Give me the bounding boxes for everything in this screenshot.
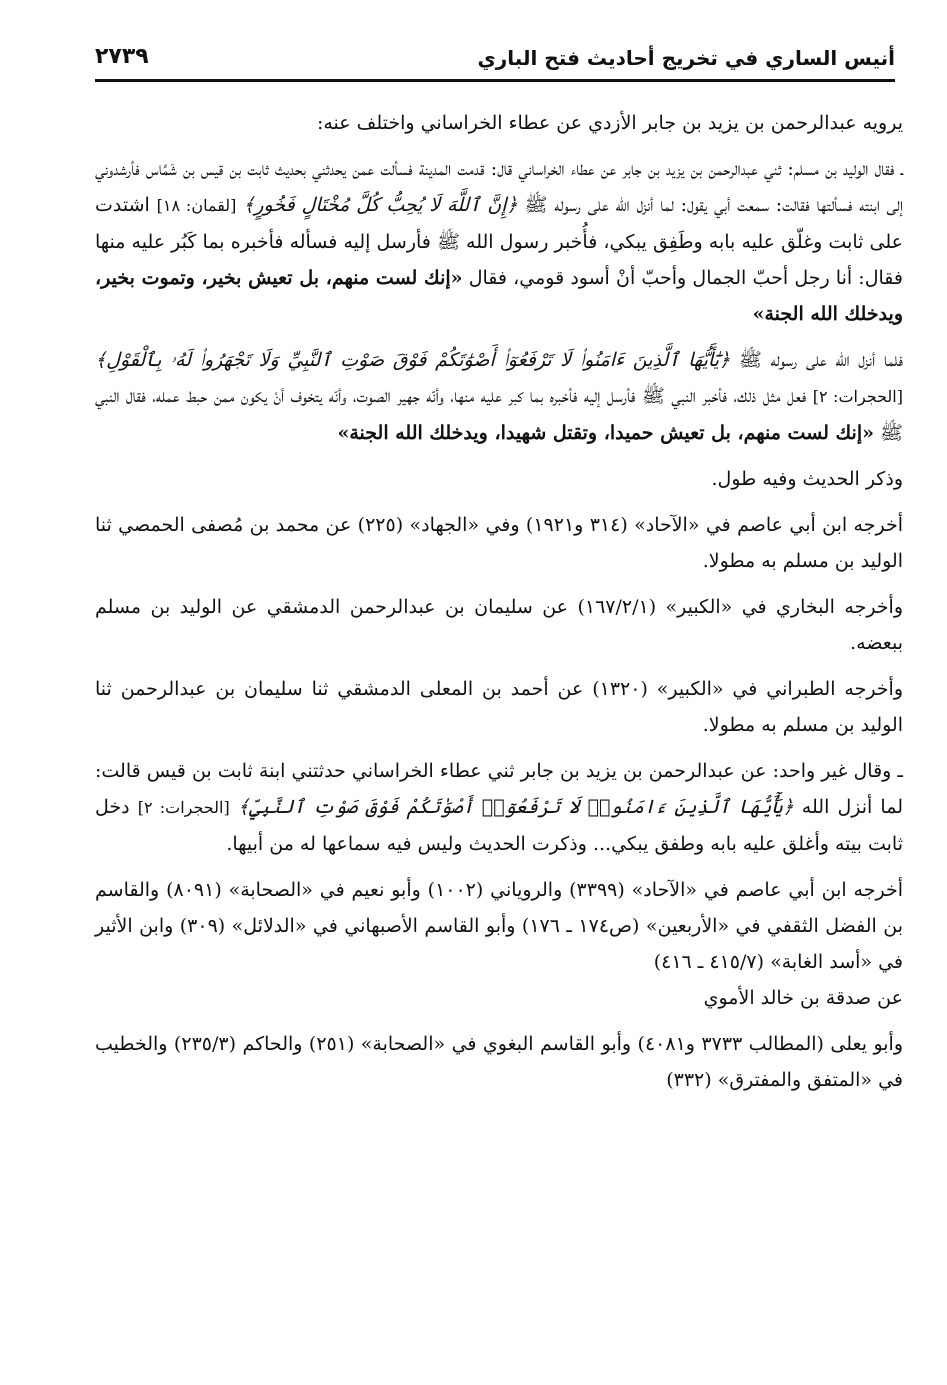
paragraph-takhrij-1 <box>95 507 903 579</box>
book-title: أنيس الساري في تخريج أحاديث فتح الباري <box>477 46 895 70</box>
paragraph-hujurat <box>95 342 903 451</box>
text: أخرجه ابن أبي عاصم في «الآحاد» (٣١٤ و١٩٢١) وفي «الجهاد» (٢٢٥) عن محمد بن مُصفى الحمصي ثنا الوليد بن مسلم به مطولا. <box>95 514 903 572</box>
verse-reference: [الحجرات: ٢] <box>137 798 230 817</box>
paragraph-walid-narration <box>95 151 903 332</box>
text: ـ وقال غير واحد: عن عبدالرحمن بن يزيد بن جابر ثني عطاء الخراساني حدثتني ابنة ثابت بن قيس قالت: لما أنزل الله <box>95 760 903 818</box>
text: أخرجه ابن أبي عاصم في «الآحاد» (٣٣٩٩) والروياني (١٠٠٢) وأبو نعيم في «الصحابة» (٨٠٩١) والقاسم بن الفضل الثقفي في «الأربعين» (ص١٧٤ ـ ١٧٦) وأبو القاسم الأصبهاني في «الدلائل» (٣٠٩) وابن الأثير في «أسد الغابة» (٤١٥/٧ ـ ٤١٦) <box>95 879 903 973</box>
page-body <box>95 105 903 1098</box>
text: عن صدقة بن خالد الأموي <box>703 987 903 1009</box>
paragraph-other-narration <box>95 753 903 862</box>
paragraph-intro <box>95 105 903 141</box>
text: ـ فقال الوليد بن مسلم: ثني عبدالرحمن بن يزيد بن جابر عن عطاء الخراساني قال: قدمت المدينة فسألت عمن يحدثني بحديث ثابت بن قيس بن شَمَّاس فأرشدوني إلى ابنته فسألتها فقالت: سمعت أبي يقول: لما أنزل الله على رسوله ﷺ <box>95 158 904 216</box>
text: وأبو يعلى (المطالب ٣٧٣٣ و٤٠٨١) وأبو القاسم البغوي في «الصحابة» (٢٥١) والحاكم (٢٣٥/٣) والخطيب في «المتفق والمفترق» (٣٣٢) <box>95 1033 904 1091</box>
verse-reference: [لقمان: ١٨] <box>156 196 237 215</box>
paragraph-takhrij-4 <box>95 872 903 980</box>
text: فعل مثل ذلك، فأخبر النبي ﷺ فأرسل إليه فأخبره بما كبر عليه منها، وأنّه جهير الصوت، وأنّه يتخوف أنْ يكون ممن حبط عمله، فقال النبي ﷺ <box>95 385 903 444</box>
text: وذكر الحديث وفيه طول. <box>711 468 903 490</box>
header-divider <box>95 79 895 82</box>
paragraph-long-note <box>95 461 903 497</box>
quran-verse: ﴿إِنَّ ٱللَّهَ لَا يُحِبُّ كُلَّ مُخْتَالٍ فَخُورٍ﴾ <box>243 194 518 216</box>
hadith-quote: «إنك لست منهم، بل تعيش حميدا، وتقتل شهيدا، ويدخلك الله الجنة» <box>337 422 874 444</box>
verse-reference: [الحجرات: ٢] <box>812 387 903 406</box>
page-header <box>95 40 895 82</box>
text: فلما أنزل الله على رسوله ﷺ <box>738 349 903 371</box>
hadith-quote: «إنك لست منهم، بل تعيش بخير، وتموت بخير، ويدخلك الله الجنة» <box>95 267 903 325</box>
quran-verse: ﴿يَٰٓأَيُّهَا ٱلَّذِينَ ءَامَنُوا۟ لَا تَرْفَعُوٓا۟ أَصْوَٰتَكُمْ فَوْقَ صَوْتِ ٱلنَّبِيِّ وَلَا تَجْهَرُوا۟ لَهُۥ بِٱلْقَوْلِ﴾ <box>95 349 731 371</box>
text: دخل ثابت بيته وأغلق عليه بابه وطفق يبكي... وذكرت الحديث وليس فيه سماعها له من أبيها. <box>95 796 903 855</box>
paragraph-takhrij-3 <box>95 671 903 743</box>
paragraph-takhrij-5 <box>95 1026 903 1098</box>
text: يرويه عبدالرحمن بن يزيد بن جابر الأزدي عن عطاء الخراساني واختلف عنه: <box>316 112 903 134</box>
paragraph-takhrij-2 <box>95 589 903 661</box>
paragraph-sadaqa <box>95 980 903 1016</box>
quran-verse: ﴿يَٰٓأَيُّهَا ٱلَّذِينَ ءَامَنُوا۟ لَا تَرْفَعُوٓا۟ أَصْوَٰتَكُمْ فَوْقَ صَوْتِ ٱلنَّبِيِّ﴾ <box>237 796 794 818</box>
text: وأخرجه الطبراني في «الكبير» (١٣٢٠) عن أحمد بن المعلى الدمشقي ثنا سليمان بن عبدالرحمن ثنا الوليد بن مسلم به مطولا. <box>95 678 904 736</box>
page-number: ٢٧٣٩ <box>95 44 149 69</box>
text: وأخرجه البخاري في «الكبير» (١٦٧/٢/١) عن سليمان بن عبدالرحمن الدمشقي عن الوليد بن مسلم ببعضه. <box>95 596 903 654</box>
text: اشتدت على ثابت وغلّق عليه بابه وطَفِق يبكي، فأُخبر رسول الله ﷺ فأرسل إليه فسأله فأخبره بما كَبُر عليه منها فقال: أنا رجل أحبّ الجمال وأحبّ أنْ أسود قومي، فقال <box>95 194 904 289</box>
